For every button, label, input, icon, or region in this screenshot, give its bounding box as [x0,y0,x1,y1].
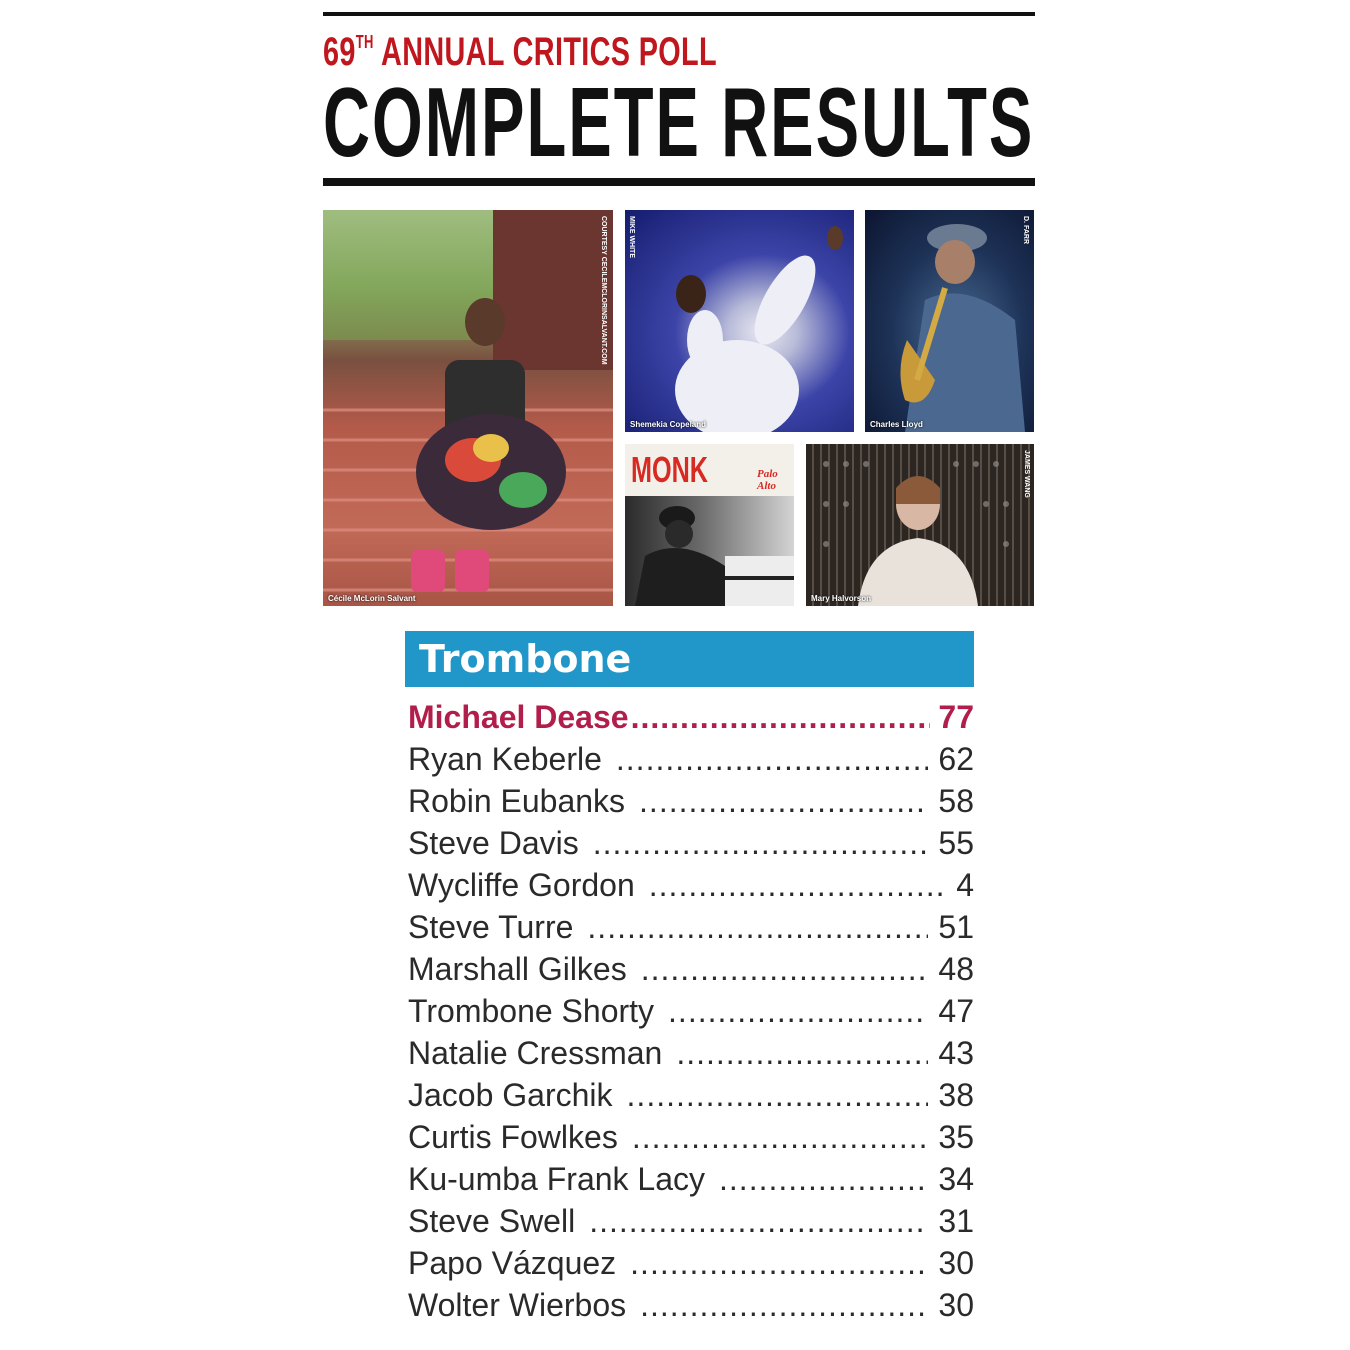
result-row [408,1242,974,1284]
result-row [408,906,974,948]
photo-credit: D. FARR [1022,216,1029,244]
vote-count: 58 [938,783,974,819]
artist-name: Steve Turre [408,909,574,945]
page-title: COMPLETE RESULTS [323,67,1035,177]
salvant-illustration [323,210,613,606]
dot-leader [631,696,931,738]
result-row [408,738,974,780]
winner-row [408,696,974,738]
result-row [408,1074,974,1116]
monk-illustration [625,496,794,606]
dot-leader [616,738,929,780]
dot-leader [641,948,929,990]
result-row [408,822,974,864]
vote-count: 51 [938,909,974,945]
photo-credit: MIKE WHITE [628,216,635,258]
vote-count: 30 [938,1287,974,1323]
artist-name: Wycliffe Gordon [408,867,635,903]
poll-kicker: 69TH ANNUAL CRITICS POLL [323,30,717,74]
vote-count: 77 [938,699,974,735]
artist-name: Marshall Gilkes [408,951,627,987]
artist-name: Curtis Fowlkes [408,1119,618,1155]
result-row [408,1116,974,1158]
photo-charles-lloyd [865,210,1034,432]
artist-name: Michael Dease [408,699,629,735]
artist-name: Jacob Garchik [408,1077,613,1113]
photo-credit: COURTESY CECILEMCLORINSALVANT.COM [600,216,607,365]
vote-count: 34 [938,1161,974,1197]
result-row [408,1284,974,1326]
result-row [408,780,974,822]
halvorson-illustration [806,444,1034,606]
dot-leader [719,1158,928,1200]
lloyd-illustration [865,210,1034,432]
vote-count: 55 [938,825,974,861]
photo-caption: Charles Lloyd [870,420,923,429]
header-rule [323,178,1035,186]
artist-name: Papo Vázquez [408,1245,617,1281]
album-title: MONK [631,449,708,490]
photo-cecile-mclorin-salvant [323,210,613,606]
album-photo [625,496,794,606]
artist-name: Wolter Wierbos [408,1287,627,1323]
dot-leader [640,1284,928,1326]
dot-leader [668,990,928,1032]
artist-name: Ryan Keberle [408,741,602,777]
photo-caption: Cécile McLorin Salvant [328,594,416,603]
top-rule [323,12,1035,16]
category-title: Trombone [419,637,632,681]
vote-count: 48 [938,951,974,987]
vote-count: 62 [938,741,974,777]
artist-name: Natalie Cressman [408,1035,663,1071]
result-row [408,948,974,990]
result-row [408,990,974,1032]
result-row [408,864,974,906]
vote-count: 30 [938,1245,974,1281]
dot-leader [632,1116,929,1158]
dot-leader [639,780,928,822]
vote-count: 35 [938,1119,974,1155]
photo-credit: JAMES WANG [1023,450,1030,498]
artist-name: Steve Swell [408,1203,576,1239]
artist-name: Robin Eubanks [408,783,626,819]
artist-name: Steve Davis [408,825,579,861]
dot-leader [676,1032,928,1074]
dot-leader [587,906,928,948]
copeland-illustration [625,210,854,432]
album-cover-monk-palo-alto [625,444,794,606]
vote-count: 43 [938,1035,974,1071]
artist-name: Trombone Shorty [408,993,655,1029]
result-row [408,1158,974,1200]
vote-count: 38 [938,1077,974,1113]
category-header [405,631,974,687]
vote-count: 47 [938,993,974,1029]
vote-count: 31 [938,1203,974,1239]
vote-count: 4 [956,867,974,903]
artist-name: Ku-umba Frank Lacy [408,1161,706,1197]
dot-leader [627,1074,929,1116]
result-row [408,1200,974,1242]
dot-leader [593,822,929,864]
result-row [408,1032,974,1074]
dot-leader [649,864,946,906]
dot-leader [630,1242,928,1284]
photo-caption: Shemekia Copeland [630,420,707,429]
photo-shemekia-copeland [625,210,854,432]
photo-caption: Mary Halvorson [811,594,872,603]
album-subtitle: Palo Alto [757,468,778,492]
dot-leader [589,1200,928,1242]
photo-mary-halvorson [806,444,1034,606]
results-list [408,696,974,1326]
